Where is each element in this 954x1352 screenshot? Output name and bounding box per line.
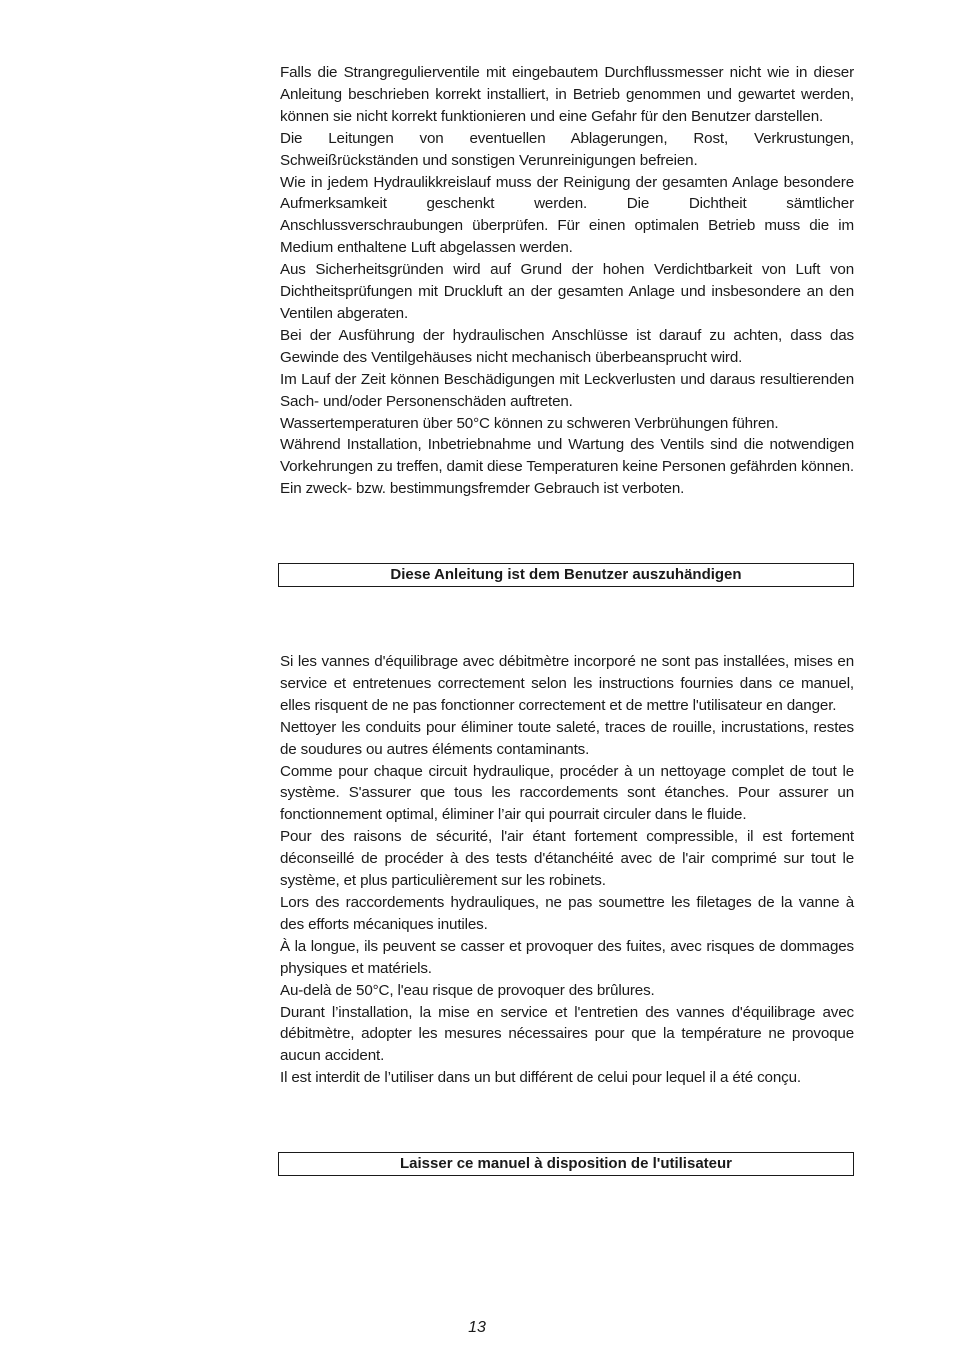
german-paragraph: Die Leitungen von eventuellen Ablagerungen, Rost, Verkrustungen, Schweißrückständen und sonstigen Verunreinigungen befreien. (280, 129, 854, 169)
page-number: 13 (468, 1319, 486, 1336)
french-paragraph: À la longue, ils peuvent se casser et provoquer des fuites, avec risques de dommages physiques et matériels. (280, 937, 854, 977)
german-paragraph: Während Installation, Inbetriebnahme und Wartung des Ventils sind die notwendigen Vorkehrungen zu treffen, damit diese Temperaturen keine Personen gefährden können. (280, 436, 854, 476)
french-paragraph: Si les vannes d'équilibrage avec débitmètre incorporé ne sont pas installées, mises en service et entretenues correctement selon les instructions fournies dans ce manuel, elles risquent de ne pas fonctionner correctement et de mettre l'utilisateur en danger. (280, 653, 854, 714)
french-paragraph: Nettoyer les conduits pour éliminer toute saleté, traces de rouille, incrustations, restes de soudures ou autres éléments contaminants. (280, 718, 854, 758)
german-paragraph: Wie in jedem Hydraulikkreislauf muss der Reinigung der gesamten Anlage besondere Aufmerksamkeit geschenkt werden. Die Dichtheit sämtlicher Anschlussverschraubungen überprüfen. Für einen optimalen Betrieb muss die im Medium enthaltene Luft abgelassen werden. (280, 173, 854, 257)
french-safety-section (280, 651, 854, 1089)
french-notice-box: Laisser ce manuel à disposition de l'utilisateur (278, 1152, 854, 1176)
german-notice-box: Diese Anleitung ist dem Benutzer auszuhändigen (278, 563, 854, 587)
german-safety-section (280, 62, 854, 500)
french-paragraph: Au-delà de 50°C, l'eau risque de provoquer des brûlures. (280, 981, 655, 999)
german-paragraph: Wassertemperaturen über 50°C können zu schweren Verbrühungen führen. (280, 414, 779, 432)
french-paragraph: Il est interdit de l’utiliser dans un but différent de celui pour lequel il a été conçu. (280, 1069, 801, 1087)
french-paragraph: Durant l’installation, la mise en service et l'entretien des vannes d'équilibrage avec débitmètre, adopter les mesures nécessaires pour que la température ne provoque aucun accident. (280, 1003, 854, 1065)
french-paragraph: Comme pour chaque circuit hydraulique, procéder à un nettoyage complet de tout le système. S'assurer que tous les raccordements sont étanches. Pour assurer un fonctionnement optimal, éliminer l’air qui pourrait circuler dans le fluide. (280, 762, 854, 824)
german-paragraph: Ein zweck- bzw. bestimmungsfremder Gebrauch ist verboten. (280, 480, 685, 498)
german-paragraph: Aus Sicherheitsgründen wird auf Grund der hohen Verdichtbarkeit von Luft von Dichtheitsprüfungen mit Druckluft an der gesamten Anlage und insbesondere an den Ventilen abgeraten. (280, 261, 854, 322)
german-paragraph: Im Lauf der Zeit können Beschädigungen mit Leckverlusten und daraus resultierenden Sach- und/oder Personenschäden auftreten. (280, 370, 854, 410)
french-paragraph: Pour des raisons de sécurité, l'air étant fortement compressible, il est fortement déconseillé de procéder à des tests d'étanchéité avec de l'air comprimé sur tout le système, et plus particulièrement sur les robinets. (280, 828, 854, 890)
french-paragraph: Lors des raccordements hydrauliques, ne pas soumettre les filetages de la vanne à des efforts mécaniques inutiles. (280, 893, 854, 933)
german-paragraph: Bei der Ausführung der hydraulischen Anschlüsse ist darauf zu achten, dass das Gewinde des Ventilgehäuses nicht mechanisch überbeansprucht wird. (280, 326, 854, 366)
german-paragraph: Falls die Strangregulierventile mit eingebautem Durchflussmesser nicht wie in dieser Anleitung beschrieben korrekt installiert, in Betrieb genommen und gewartet werden, können sie nicht korrekt funktionieren und eine Gefahr für den Benutzer darstellen. (280, 64, 854, 125)
